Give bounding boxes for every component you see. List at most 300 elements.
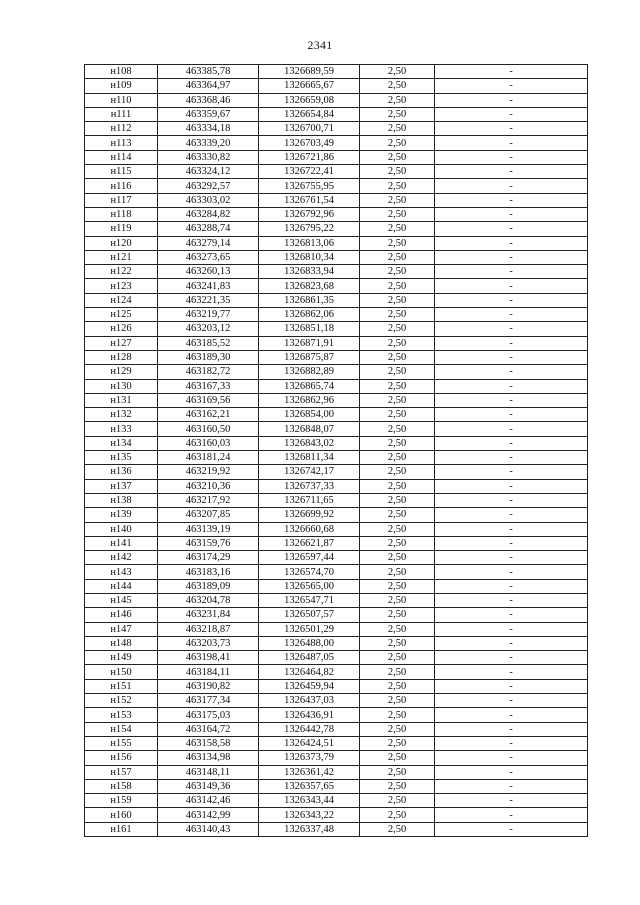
point-id-cell: н157 <box>85 765 158 779</box>
y-coordinate-cell: 1326810,34 <box>259 250 360 264</box>
y-coordinate-cell: 1326755,95 <box>259 179 360 193</box>
note-cell: - <box>435 422 588 436</box>
note-cell: - <box>435 751 588 765</box>
table-row <box>85 350 588 364</box>
y-coordinate-cell: 1326501,29 <box>259 622 360 636</box>
point-id-cell: н131 <box>85 393 158 407</box>
x-coordinate-cell: 463142,46 <box>158 794 259 808</box>
note-cell: - <box>435 679 588 693</box>
y-coordinate-cell: 1326711,65 <box>259 493 360 507</box>
y-coordinate-cell: 1326813,06 <box>259 236 360 250</box>
table-row <box>85 536 588 550</box>
point-id-cell: н132 <box>85 408 158 422</box>
note-cell: - <box>435 593 588 607</box>
table-row <box>85 293 588 307</box>
note-cell: - <box>435 179 588 193</box>
y-coordinate-cell: 1326823,68 <box>259 279 360 293</box>
y-coordinate-cell: 1326833,94 <box>259 265 360 279</box>
point-id-cell: н155 <box>85 736 158 750</box>
table-row <box>85 479 588 493</box>
point-id-cell: н152 <box>85 694 158 708</box>
error-cell: 2,50 <box>360 493 435 507</box>
table-row <box>85 679 588 693</box>
x-coordinate-cell: 463218,87 <box>158 622 259 636</box>
table-row <box>85 636 588 650</box>
note-cell: - <box>435 436 588 450</box>
x-coordinate-cell: 463279,14 <box>158 236 259 250</box>
point-id-cell: н126 <box>85 322 158 336</box>
note-cell: - <box>435 265 588 279</box>
y-coordinate-cell: 1326424,51 <box>259 736 360 750</box>
note-cell: - <box>435 722 588 736</box>
point-id-cell: н124 <box>85 293 158 307</box>
y-coordinate-cell: 1326721,86 <box>259 150 360 164</box>
error-cell: 2,50 <box>360 379 435 393</box>
x-coordinate-cell: 463189,30 <box>158 350 259 364</box>
error-cell: 2,50 <box>360 465 435 479</box>
point-id-cell: н130 <box>85 379 158 393</box>
note-cell: - <box>435 65 588 79</box>
error-cell: 2,50 <box>360 422 435 436</box>
x-coordinate-cell: 463334,18 <box>158 122 259 136</box>
note-cell: - <box>435 107 588 121</box>
point-id-cell: н127 <box>85 336 158 350</box>
y-coordinate-cell: 1326547,71 <box>259 593 360 607</box>
note-cell: - <box>435 365 588 379</box>
note-cell: - <box>435 608 588 622</box>
table-row <box>85 322 588 336</box>
x-coordinate-cell: 463324,12 <box>158 165 259 179</box>
y-coordinate-cell: 1326792,96 <box>259 207 360 221</box>
y-coordinate-cell: 1326343,22 <box>259 808 360 822</box>
y-coordinate-cell: 1326442,78 <box>259 722 360 736</box>
x-coordinate-cell: 463142,99 <box>158 808 259 822</box>
error-cell: 2,50 <box>360 193 435 207</box>
error-cell: 2,50 <box>360 479 435 493</box>
note-cell: - <box>435 336 588 350</box>
table-row <box>85 622 588 636</box>
note-cell: - <box>435 308 588 322</box>
note-cell: - <box>435 322 588 336</box>
point-id-cell: н121 <box>85 250 158 264</box>
table-row <box>85 593 588 607</box>
error-cell: 2,50 <box>360 608 435 622</box>
x-coordinate-cell: 463284,82 <box>158 207 259 221</box>
point-id-cell: н119 <box>85 222 158 236</box>
note-cell: - <box>435 479 588 493</box>
note-cell: - <box>435 165 588 179</box>
error-cell: 2,50 <box>360 451 435 465</box>
x-coordinate-cell: 463189,09 <box>158 579 259 593</box>
table-row <box>85 393 588 407</box>
x-coordinate-cell: 463204,78 <box>158 593 259 607</box>
table-row <box>85 365 588 379</box>
x-coordinate-cell: 463385,78 <box>158 65 259 79</box>
note-cell: - <box>435 736 588 750</box>
x-coordinate-cell: 463288,74 <box>158 222 259 236</box>
note-cell: - <box>435 222 588 236</box>
error-cell: 2,50 <box>360 722 435 736</box>
y-coordinate-cell: 1326689,59 <box>259 65 360 79</box>
x-coordinate-cell: 463330,82 <box>158 150 259 164</box>
x-coordinate-cell: 463174,29 <box>158 551 259 565</box>
point-id-cell: н143 <box>85 565 158 579</box>
point-id-cell: н117 <box>85 193 158 207</box>
table-row <box>85 336 588 350</box>
y-coordinate-cell: 1326811,34 <box>259 451 360 465</box>
note-cell: - <box>435 551 588 565</box>
x-coordinate-cell: 463160,03 <box>158 436 259 450</box>
coordinates-table <box>84 64 588 837</box>
y-coordinate-cell: 1326660,68 <box>259 522 360 536</box>
note-cell: - <box>435 393 588 407</box>
error-cell: 2,50 <box>360 165 435 179</box>
table-row <box>85 250 588 264</box>
note-cell: - <box>435 408 588 422</box>
error-cell: 2,50 <box>360 508 435 522</box>
error-cell: 2,50 <box>360 565 435 579</box>
error-cell: 2,50 <box>360 522 435 536</box>
y-coordinate-cell: 1326871,91 <box>259 336 360 350</box>
table-row <box>85 165 588 179</box>
point-id-cell: н144 <box>85 579 158 593</box>
y-coordinate-cell: 1326843,02 <box>259 436 360 450</box>
table-row <box>85 751 588 765</box>
x-coordinate-cell: 463210,36 <box>158 479 259 493</box>
coordinates-table-body <box>85 65 588 837</box>
table-row <box>85 207 588 221</box>
table-row <box>85 93 588 107</box>
point-id-cell: н158 <box>85 779 158 793</box>
point-id-cell: н120 <box>85 236 158 250</box>
point-id-cell: н136 <box>85 465 158 479</box>
x-coordinate-cell: 463140,43 <box>158 822 259 836</box>
error-cell: 2,50 <box>360 150 435 164</box>
x-coordinate-cell: 463219,92 <box>158 465 259 479</box>
error-cell: 2,50 <box>360 536 435 550</box>
note-cell: - <box>435 293 588 307</box>
error-cell: 2,50 <box>360 808 435 822</box>
y-coordinate-cell: 1326357,65 <box>259 779 360 793</box>
table-row <box>85 451 588 465</box>
table-row <box>85 579 588 593</box>
point-id-cell: н135 <box>85 451 158 465</box>
table-row <box>85 236 588 250</box>
note-cell: - <box>435 708 588 722</box>
error-cell: 2,50 <box>360 293 435 307</box>
table-row <box>85 736 588 750</box>
table-row <box>85 493 588 507</box>
x-coordinate-cell: 463164,72 <box>158 722 259 736</box>
error-cell: 2,50 <box>360 322 435 336</box>
y-coordinate-cell: 1326437,03 <box>259 694 360 708</box>
error-cell: 2,50 <box>360 736 435 750</box>
error-cell: 2,50 <box>360 336 435 350</box>
y-coordinate-cell: 1326507,57 <box>259 608 360 622</box>
point-id-cell: н149 <box>85 651 158 665</box>
error-cell: 2,50 <box>360 93 435 107</box>
table-row <box>85 765 588 779</box>
y-coordinate-cell: 1326761,54 <box>259 193 360 207</box>
y-coordinate-cell: 1326565,00 <box>259 579 360 593</box>
x-coordinate-cell: 463134,98 <box>158 751 259 765</box>
x-coordinate-cell: 463292,57 <box>158 179 259 193</box>
y-coordinate-cell: 1326862,06 <box>259 308 360 322</box>
point-id-cell: н113 <box>85 136 158 150</box>
x-coordinate-cell: 463198,41 <box>158 651 259 665</box>
note-cell: - <box>435 451 588 465</box>
error-cell: 2,50 <box>360 794 435 808</box>
error-cell: 2,50 <box>360 779 435 793</box>
point-id-cell: н160 <box>85 808 158 822</box>
point-id-cell: н145 <box>85 593 158 607</box>
note-cell: - <box>435 493 588 507</box>
y-coordinate-cell: 1326343,44 <box>259 794 360 808</box>
y-coordinate-cell: 1326436,91 <box>259 708 360 722</box>
point-id-cell: н138 <box>85 493 158 507</box>
x-coordinate-cell: 463181,24 <box>158 451 259 465</box>
x-coordinate-cell: 463260,13 <box>158 265 259 279</box>
note-cell: - <box>435 508 588 522</box>
y-coordinate-cell: 1326865,74 <box>259 379 360 393</box>
note-cell: - <box>435 665 588 679</box>
x-coordinate-cell: 463207,85 <box>158 508 259 522</box>
x-coordinate-cell: 463190,82 <box>158 679 259 693</box>
x-coordinate-cell: 463203,73 <box>158 636 259 650</box>
error-cell: 2,50 <box>360 236 435 250</box>
point-id-cell: н129 <box>85 365 158 379</box>
x-coordinate-cell: 463175,03 <box>158 708 259 722</box>
note-cell: - <box>435 279 588 293</box>
table-row <box>85 522 588 536</box>
y-coordinate-cell: 1326665,67 <box>259 79 360 93</box>
y-coordinate-cell: 1326703,49 <box>259 136 360 150</box>
point-id-cell: н140 <box>85 522 158 536</box>
table-row <box>85 79 588 93</box>
y-coordinate-cell: 1326861,35 <box>259 293 360 307</box>
point-id-cell: н128 <box>85 350 158 364</box>
error-cell: 2,50 <box>360 279 435 293</box>
y-coordinate-cell: 1326742,17 <box>259 465 360 479</box>
x-coordinate-cell: 463273,65 <box>158 250 259 264</box>
point-id-cell: н142 <box>85 551 158 565</box>
point-id-cell: н146 <box>85 608 158 622</box>
error-cell: 2,50 <box>360 751 435 765</box>
point-id-cell: н153 <box>85 708 158 722</box>
error-cell: 2,50 <box>360 651 435 665</box>
x-coordinate-cell: 463160,50 <box>158 422 259 436</box>
y-coordinate-cell: 1326337,48 <box>259 822 360 836</box>
error-cell: 2,50 <box>360 207 435 221</box>
note-cell: - <box>435 651 588 665</box>
error-cell: 2,50 <box>360 694 435 708</box>
y-coordinate-cell: 1326373,79 <box>259 751 360 765</box>
table-row <box>85 722 588 736</box>
point-id-cell: н156 <box>85 751 158 765</box>
table-row <box>85 808 588 822</box>
point-id-cell: н110 <box>85 93 158 107</box>
note-cell: - <box>435 465 588 479</box>
table-row <box>85 122 588 136</box>
y-coordinate-cell: 1326722,41 <box>259 165 360 179</box>
y-coordinate-cell: 1326459,94 <box>259 679 360 693</box>
point-id-cell: н161 <box>85 822 158 836</box>
table-row <box>85 107 588 121</box>
point-id-cell: н148 <box>85 636 158 650</box>
point-id-cell: н151 <box>85 679 158 693</box>
x-coordinate-cell: 463183,16 <box>158 565 259 579</box>
y-coordinate-cell: 1326854,00 <box>259 408 360 422</box>
y-coordinate-cell: 1326875,87 <box>259 350 360 364</box>
x-coordinate-cell: 463139,19 <box>158 522 259 536</box>
error-cell: 2,50 <box>360 636 435 650</box>
note-cell: - <box>435 579 588 593</box>
x-coordinate-cell: 463185,52 <box>158 336 259 350</box>
error-cell: 2,50 <box>360 265 435 279</box>
x-coordinate-cell: 463231,84 <box>158 608 259 622</box>
table-row <box>85 408 588 422</box>
error-cell: 2,50 <box>360 250 435 264</box>
point-id-cell: н150 <box>85 665 158 679</box>
point-id-cell: н112 <box>85 122 158 136</box>
y-coordinate-cell: 1326464,82 <box>259 665 360 679</box>
point-id-cell: н122 <box>85 265 158 279</box>
point-id-cell: н133 <box>85 422 158 436</box>
y-coordinate-cell: 1326487,05 <box>259 651 360 665</box>
point-id-cell: н109 <box>85 79 158 93</box>
table-row <box>85 65 588 79</box>
table-row <box>85 708 588 722</box>
error-cell: 2,50 <box>360 136 435 150</box>
note-cell: - <box>435 522 588 536</box>
error-cell: 2,50 <box>360 308 435 322</box>
x-coordinate-cell: 463203,12 <box>158 322 259 336</box>
error-cell: 2,50 <box>360 708 435 722</box>
table-row <box>85 265 588 279</box>
y-coordinate-cell: 1326574,70 <box>259 565 360 579</box>
x-coordinate-cell: 463162,21 <box>158 408 259 422</box>
table-row <box>85 308 588 322</box>
note-cell: - <box>435 636 588 650</box>
y-coordinate-cell: 1326862,96 <box>259 393 360 407</box>
table-row <box>85 822 588 836</box>
x-coordinate-cell: 463182,72 <box>158 365 259 379</box>
y-coordinate-cell: 1326851,18 <box>259 322 360 336</box>
x-coordinate-cell: 463149,36 <box>158 779 259 793</box>
table-row <box>85 551 588 565</box>
error-cell: 2,50 <box>360 122 435 136</box>
note-cell: - <box>435 822 588 836</box>
error-cell: 2,50 <box>360 765 435 779</box>
note-cell: - <box>435 379 588 393</box>
note-cell: - <box>435 122 588 136</box>
x-coordinate-cell: 463241,83 <box>158 279 259 293</box>
point-id-cell: н154 <box>85 722 158 736</box>
y-coordinate-cell: 1326659,08 <box>259 93 360 107</box>
note-cell: - <box>435 779 588 793</box>
error-cell: 2,50 <box>360 822 435 836</box>
table-row <box>85 222 588 236</box>
error-cell: 2,50 <box>360 222 435 236</box>
error-cell: 2,50 <box>360 579 435 593</box>
x-coordinate-cell: 463368,46 <box>158 93 259 107</box>
table-row <box>85 279 588 293</box>
point-id-cell: н115 <box>85 165 158 179</box>
y-coordinate-cell: 1326597,44 <box>259 551 360 565</box>
point-id-cell: н111 <box>85 107 158 121</box>
table-row <box>85 651 588 665</box>
x-coordinate-cell: 463339,20 <box>158 136 259 150</box>
x-coordinate-cell: 463364,97 <box>158 79 259 93</box>
note-cell: - <box>435 150 588 164</box>
y-coordinate-cell: 1326621,87 <box>259 536 360 550</box>
table-row <box>85 694 588 708</box>
table-row <box>85 508 588 522</box>
note-cell: - <box>435 79 588 93</box>
page-number: 2341 <box>307 38 333 52</box>
point-id-cell: н141 <box>85 536 158 550</box>
error-cell: 2,50 <box>360 179 435 193</box>
point-id-cell: н159 <box>85 794 158 808</box>
error-cell: 2,50 <box>360 679 435 693</box>
point-id-cell: н123 <box>85 279 158 293</box>
y-coordinate-cell: 1326654,84 <box>259 107 360 121</box>
y-coordinate-cell: 1326361,42 <box>259 765 360 779</box>
note-cell: - <box>435 565 588 579</box>
note-cell: - <box>435 193 588 207</box>
error-cell: 2,50 <box>360 365 435 379</box>
x-coordinate-cell: 463303,02 <box>158 193 259 207</box>
table-row <box>85 794 588 808</box>
note-cell: - <box>435 350 588 364</box>
table-row <box>85 465 588 479</box>
error-cell: 2,50 <box>360 665 435 679</box>
x-coordinate-cell: 463221,35 <box>158 293 259 307</box>
point-id-cell: н139 <box>85 508 158 522</box>
x-coordinate-cell: 463148,11 <box>158 765 259 779</box>
x-coordinate-cell: 463177,34 <box>158 694 259 708</box>
y-coordinate-cell: 1326700,71 <box>259 122 360 136</box>
note-cell: - <box>435 808 588 822</box>
x-coordinate-cell: 463184,11 <box>158 665 259 679</box>
table-row <box>85 779 588 793</box>
point-id-cell: н114 <box>85 150 158 164</box>
note-cell: - <box>435 136 588 150</box>
x-coordinate-cell: 463219,77 <box>158 308 259 322</box>
note-cell: - <box>435 93 588 107</box>
table-row <box>85 436 588 450</box>
point-id-cell: н125 <box>85 308 158 322</box>
point-id-cell: н134 <box>85 436 158 450</box>
table-row <box>85 150 588 164</box>
error-cell: 2,50 <box>360 622 435 636</box>
note-cell: - <box>435 765 588 779</box>
table-row <box>85 136 588 150</box>
x-coordinate-cell: 463169,56 <box>158 393 259 407</box>
error-cell: 2,50 <box>360 408 435 422</box>
table-row <box>85 379 588 393</box>
point-id-cell: н147 <box>85 622 158 636</box>
table-row <box>85 179 588 193</box>
x-coordinate-cell: 463167,33 <box>158 379 259 393</box>
note-cell: - <box>435 622 588 636</box>
table-row <box>85 193 588 207</box>
y-coordinate-cell: 1326848,07 <box>259 422 360 436</box>
table-row <box>85 608 588 622</box>
note-cell: - <box>435 250 588 264</box>
table-row <box>85 665 588 679</box>
error-cell: 2,50 <box>360 65 435 79</box>
